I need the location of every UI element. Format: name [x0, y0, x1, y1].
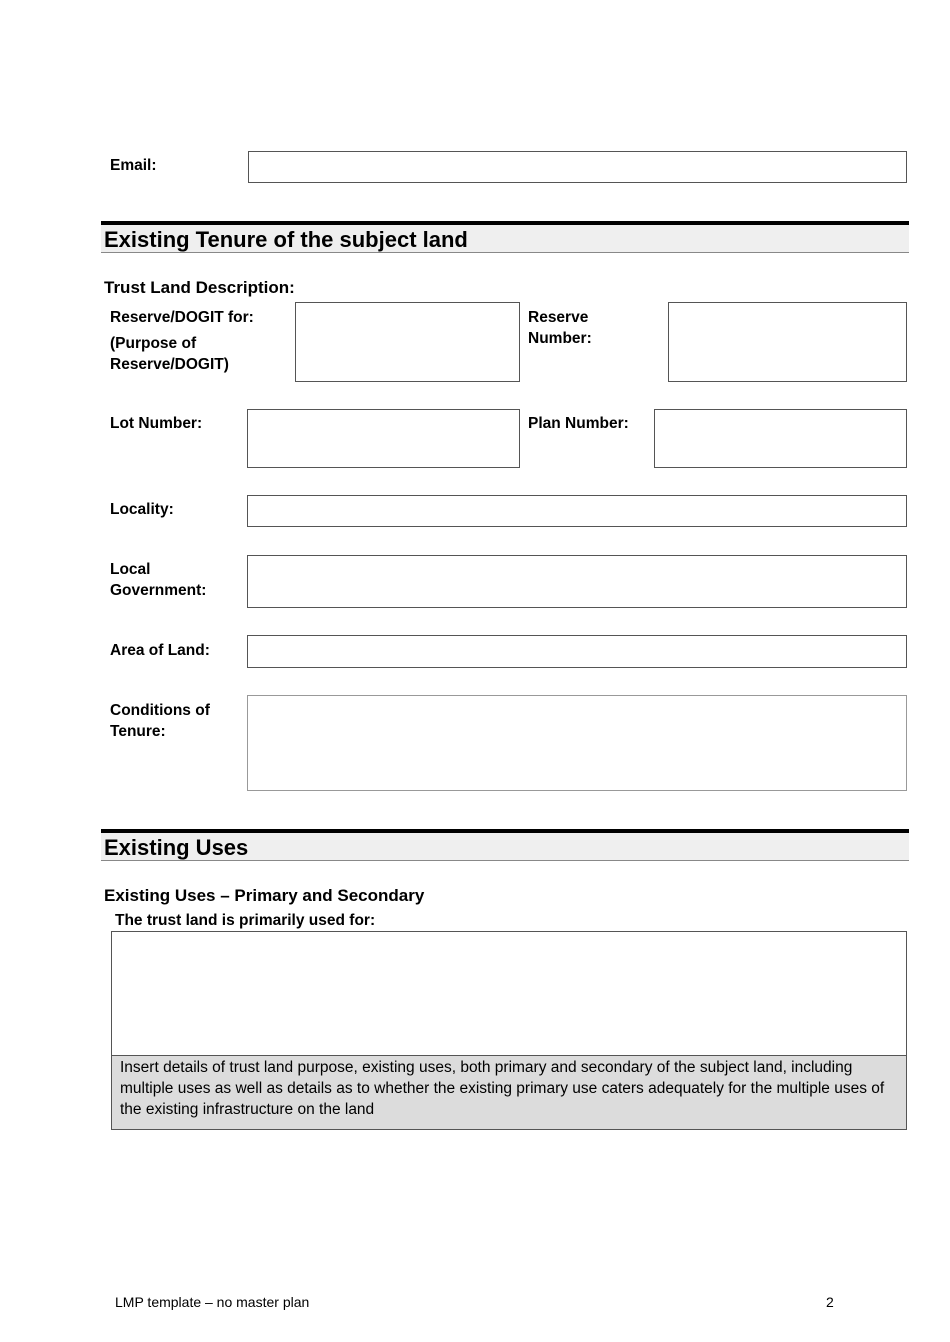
conditions-of-tenure-field[interactable] [247, 695, 907, 791]
reserve-number-label: Reserve Number: [528, 309, 592, 347]
instruction-note: Insert details of trust land purpose, existing uses, both primary and secondary of the subject land, including multiple uses as well as details as to whether the existing primary use caters adequately for the multiple uses of the existing infrastructure on the land [111, 1055, 907, 1130]
reserve-dogit-field[interactable] [295, 302, 520, 382]
primary-use-field[interactable] [111, 931, 907, 1056]
footer-document-name: LMP template – no master plan [115, 1294, 310, 1310]
plan-number-label: Plan Number: [528, 415, 629, 432]
primary-use-label: The trust land is primarily used for: [115, 912, 376, 929]
email-label: Email: [110, 157, 157, 174]
local-government-field[interactable] [247, 555, 907, 608]
purpose-label: (Purpose of Reserve/DOGIT) [110, 335, 229, 373]
section-title: Existing Uses [104, 835, 249, 860]
conditions-of-tenure-label: Conditions of Tenure: [110, 702, 210, 740]
existing-uses-subheading: Existing Uses – Primary and Secondary [104, 886, 425, 905]
section-header-existing-tenure [101, 221, 909, 253]
reserve-dogit-label: Reserve/DOGIT for: [110, 309, 254, 326]
footer-page-number: 2 [826, 1294, 834, 1310]
area-of-land-field[interactable] [247, 635, 907, 668]
trust-land-description-heading: Trust Land Description: [104, 278, 295, 297]
locality-label: Locality: [110, 501, 174, 518]
section-title: Existing Tenure of the subject land [104, 227, 468, 252]
reserve-number-field[interactable] [668, 302, 907, 382]
locality-field[interactable] [247, 495, 907, 527]
lot-number-field[interactable] [247, 409, 520, 468]
email-field[interactable] [248, 151, 907, 183]
plan-number-field[interactable] [654, 409, 907, 468]
local-government-label: Local Government: [110, 561, 207, 599]
lot-number-label: Lot Number: [110, 415, 203, 432]
area-of-land-label: Area of Land: [110, 642, 210, 659]
section-header-existing-uses [101, 829, 909, 861]
